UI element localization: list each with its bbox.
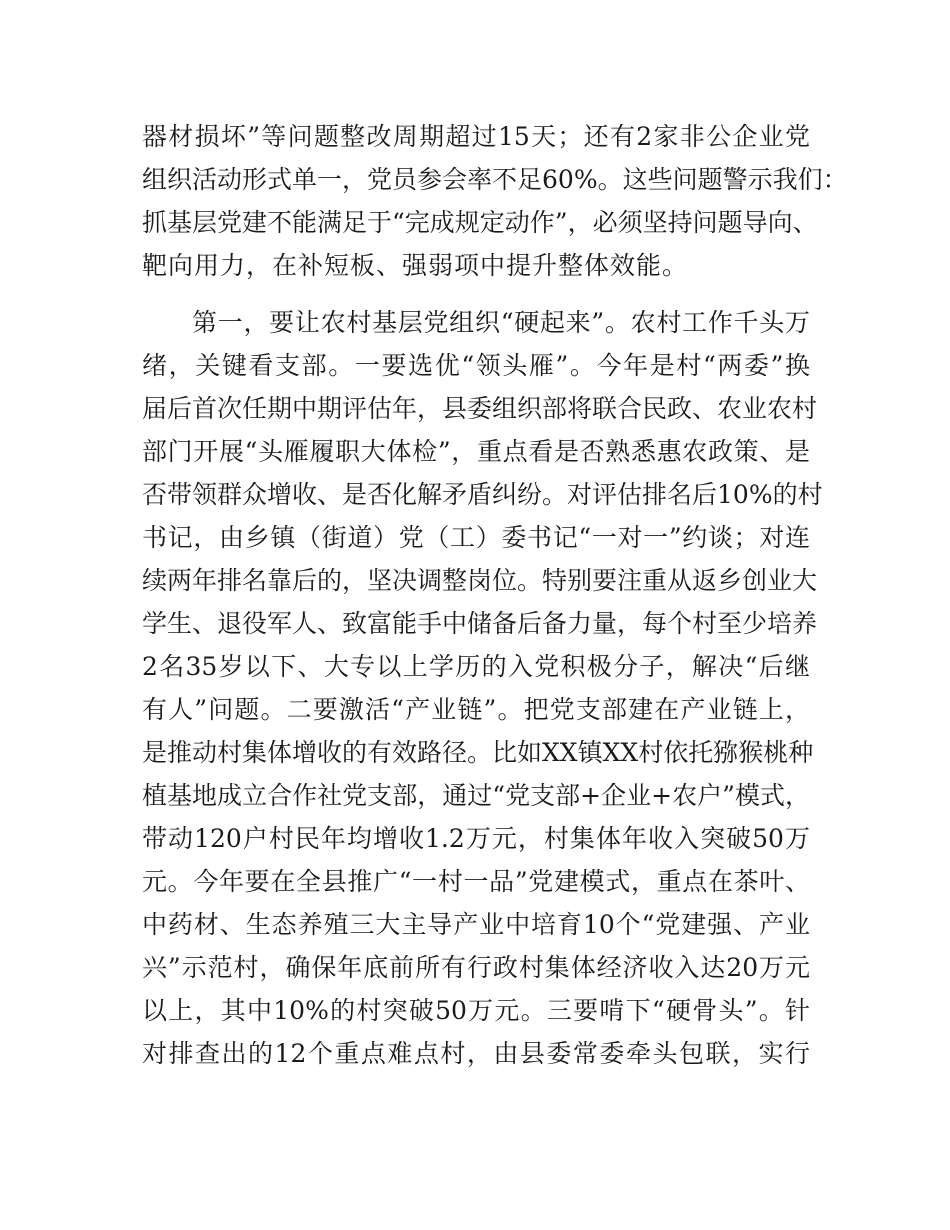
text-line: 植基地成立合作社党支部，通过“党支部+企业+农户”模式， [142,781,810,810]
text-line: 以上，其中10%的村突破50万元。三要啃下“硬骨头”。针 [142,996,810,1025]
text-line: 部门开展“头雁履职大体检”，重点看是否熟悉惠农政策、是 [142,437,810,466]
text-line: 兴”示范村，确保年底前所有行政村集体经济收入达20万元 [142,953,810,982]
text-line: 2名35岁以下、大专以上学历的入党积极分子，解决“后继 [142,652,810,681]
text-line: 元。今年要在全县推广“一村一品”党建模式，重点在茶叶、 [142,867,810,896]
text-line: 靶向用力，在补短板、强弱项中提升整体效能。 [142,251,689,280]
text-line: 带动120户村民年均增收1.2万元，村集体年收入突破50万 [142,824,810,853]
text-line: 抓基层党建不能满足于“完成规定动作”，必须坚持问题导向、 [142,208,818,237]
text-line: 书记，由乡镇（街道）党（工）委书记“一对一”约谈；对连 [142,523,810,552]
paragraph-first-line: 第一，要让农村基层党组织“硬起来”。农村工作千头万 [192,308,810,337]
text-line: 有人”问题。二要激活“产业链”。把党支部建在产业链上， [142,695,810,724]
text-line: 续两年排名靠后的，坚决调整岗位。特别要注重从返乡创业大 [142,566,818,595]
text-line: 学生、退役军人、致富能手中储备后备力量，每个村至少培养 [142,609,818,638]
text-line: 届后首次任期中期评估年，县委组织部将联合民政、农业农村 [142,394,818,423]
text-line: 中药材、生态养殖三大主导产业中培育10个“党建强、产业 [142,910,810,939]
text-line: 器材损坏”等问题整改周期超过15天；还有2家非公企业党 [142,122,810,151]
text-line: 组织活动形式单一，党员参会率不足60%。这些问题警示我们： [142,165,848,194]
text-line: 否带领群众增收、是否化解矛盾纠纷。对评估排名后10%的村 [142,480,823,509]
text-line: 是推动村集体增收的有效路径。比如XX镇XX村依托猕猴桃种 [142,738,814,767]
text-line: 绪，关键看支部。一要选优“领头雁”。今年是村“两委”换 [142,351,810,380]
text-line: 对排查出的12个重点难点村，由县委常委牵头包联，实行 [142,1039,810,1068]
